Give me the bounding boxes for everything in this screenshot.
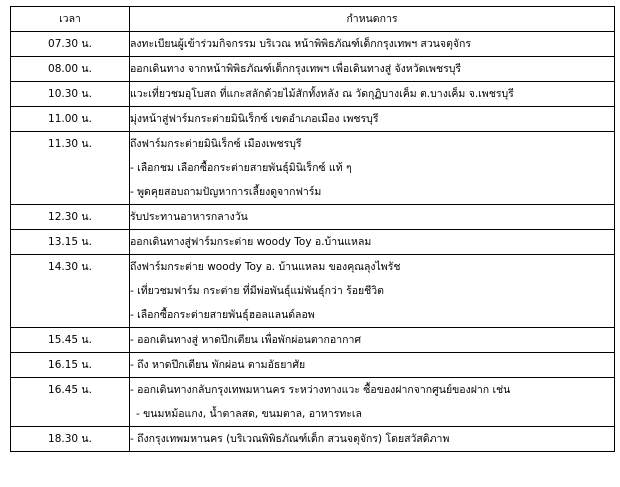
time-cell: 11.00 น. (11, 107, 130, 132)
table-row (11, 353, 615, 378)
activity-line: แวะเที่ยวชมอุโบสถ ที่แกะสลักด้วยไม้สักทั้งหลัง ณ วัดกุฏิบางเค็ม ต.บางเค็ม จ.เพชรบุรี (130, 88, 514, 100)
activity-line: ถึงฟาร์มกระต่ายมินิเร็กซ์ เมืองเพชรบุรี (130, 138, 302, 150)
table-row (11, 205, 615, 230)
time-cell: 12.30 น. (11, 205, 130, 230)
activity-line: - ถึงกรุงเทพมหานคร (บริเวณพิพิธภัณฑ์เด็ก สวนจตุจักร) โดยสวัสดิภาพ (130, 433, 450, 445)
table-row (11, 255, 615, 328)
activity-line: มุ่งหน้าสู่ฟาร์มกระต่ายมินิเร็กซ์ เขตอำเภอเมือง เพชรบุรี (130, 113, 379, 125)
table-row (11, 328, 615, 353)
activity-cell (130, 32, 615, 57)
table-row (11, 378, 615, 427)
header-time: เวลา (11, 7, 130, 32)
activity-cell (130, 230, 615, 255)
activity-line: - พูดคุยสอบถามปัญหาการเลี้ยงดูจากฟาร์ม (130, 186, 322, 198)
time-cell: 11.30 น. (11, 132, 130, 205)
activity-cell (130, 378, 615, 427)
table-row (11, 57, 615, 82)
time-cell: 14.30 น. (11, 255, 130, 328)
time-cell: 18.30 น. (11, 427, 130, 452)
activity-line: ลงทะเบียนผู้เข้าร่วมกิจกรรม บริเวณ หน้าพิพิธภัณฑ์เด็กกรุงเทพฯ สวนจตุจักร (130, 38, 472, 50)
activity-line: - เลือกซื้อกระต่ายสายพันธุ์ฮอลแลนด์ลอพ (130, 309, 315, 321)
header-activity: กำหนดการ (130, 7, 615, 32)
table-row (11, 132, 615, 205)
table-row (11, 427, 615, 452)
activity-line: ออกเดินทางสู่ฟาร์มกระต่าย woody Toy อ.บ้านแหลม (130, 236, 372, 248)
table-row (11, 32, 615, 57)
activity-line: ถึงฟาร์มกระต่าย woody Toy อ. บ้านแหลม ของคุณลุงไพรัช (130, 261, 401, 273)
schedule-table (10, 6, 615, 452)
header-row (11, 7, 615, 32)
activity-line: - ถึง หาดปึกเตียน พักผ่อน ตามอัธยาศัย (130, 359, 306, 371)
time-cell: 13.15 น. (11, 230, 130, 255)
schedule-body (11, 32, 615, 452)
time-cell: 16.45 น. (11, 378, 130, 427)
time-cell: 08.00 น. (11, 57, 130, 82)
table-row (11, 107, 615, 132)
activity-line: ออกเดินทาง จากหน้าพิพิธภัณฑ์เด็กกรุงเทพฯ เพื่อเดินทางสู่ จังหวัดเพชรบุรี (130, 63, 462, 75)
activity-cell (130, 132, 615, 205)
activity-line: - เที่ยวชมฟาร์ม กระต่าย ที่มีพ่อพันธุ์แม่พันธุ์กว่า ร้อยชีวิต (130, 285, 385, 297)
time-cell: 10.30 น. (11, 82, 130, 107)
table-row (11, 230, 615, 255)
activity-cell (130, 353, 615, 378)
activity-line: - ออกเดินทางสู่ หาดปึกเตียน เพื่อพักผ่อนตากอากาศ (130, 334, 362, 346)
activity-cell (130, 107, 615, 132)
activity-cell (130, 205, 615, 230)
time-cell: 15.45 น. (11, 328, 130, 353)
activity-line: - เลือกชม เลือกซื้อกระต่ายสายพันธุ์มินิเร็กซ์ แท้ ๆ (130, 162, 352, 174)
activity-cell (130, 328, 615, 353)
time-cell: 16.15 น. (11, 353, 130, 378)
activity-line: - ขนมหม้อแกง, น้ำตาลสด, ขนมตาล, อาหารทะเล (136, 408, 362, 420)
activity-cell (130, 57, 615, 82)
activity-cell (130, 255, 615, 328)
activity-cell (130, 427, 615, 452)
activity-line: - ออกเดินทางกลับกรุงเทพมหานคร ระหว่างทางแวะ ซื้อของฝากจากศูนย์ของฝาก เช่น (130, 384, 511, 396)
table-row (11, 82, 615, 107)
time-cell: 07.30 น. (11, 32, 130, 57)
activity-line: รับประทานอาหารกลางวัน (130, 211, 248, 223)
activity-cell (130, 82, 615, 107)
